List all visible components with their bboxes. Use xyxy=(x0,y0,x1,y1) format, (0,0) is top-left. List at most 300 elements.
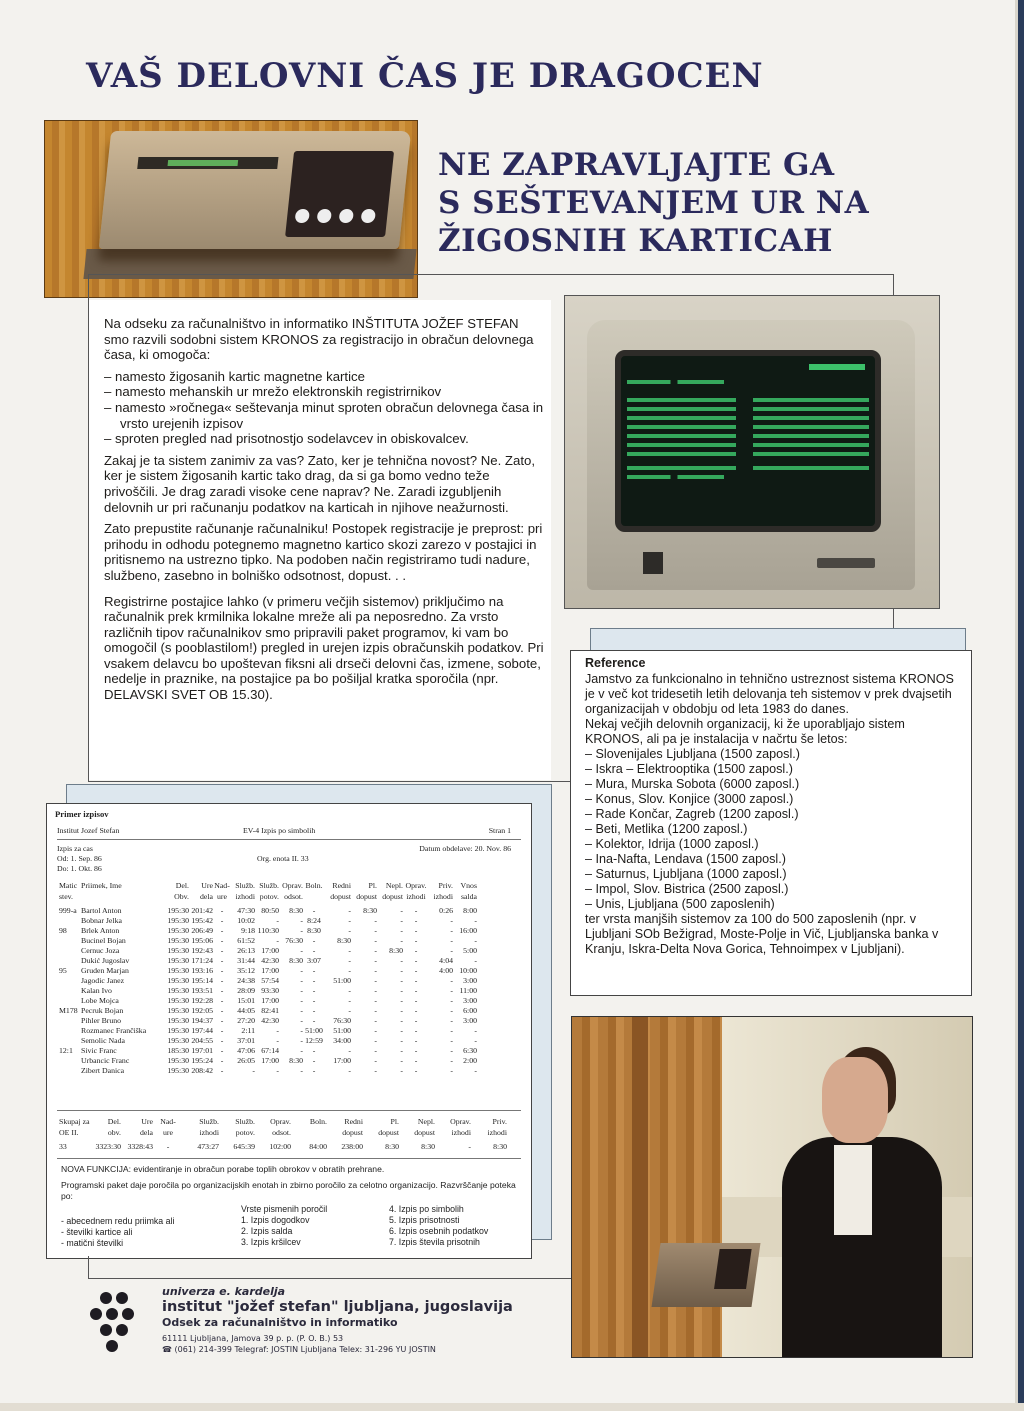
table-cell: Bobnar Jelka xyxy=(81,916,122,925)
monitor-logo xyxy=(817,558,875,568)
table-cell: - xyxy=(474,1036,477,1045)
table-cell: - xyxy=(450,1046,453,1055)
table-cell: - xyxy=(400,926,403,935)
table-cell: M178 xyxy=(59,1006,78,1015)
sample-from: Od: 1. Sep. 86 xyxy=(57,854,102,863)
table-cell: 185:30 xyxy=(167,1046,189,1055)
reference-item: – Rade Končar, Zagreb (1200 zaposl.) xyxy=(585,807,799,821)
table-cell: - xyxy=(220,1046,224,1055)
table-cell xyxy=(59,1056,81,1066)
table-cell: 3:07 xyxy=(307,956,321,965)
table-cell: - xyxy=(312,1016,316,1025)
table-cell: - xyxy=(220,1066,224,1075)
table-cell: 195:30 xyxy=(167,1056,189,1065)
table-cell xyxy=(59,916,81,926)
table-cell: - xyxy=(414,966,418,975)
table-cell: 12:59 xyxy=(305,1036,323,1045)
table-cell: 8:30 xyxy=(289,906,303,915)
table-cell: 192:43 xyxy=(191,946,213,955)
table-cell: - xyxy=(400,936,403,945)
table-cell: 47:30 xyxy=(237,906,255,915)
monitor-photo xyxy=(564,295,940,609)
table-cell: 9:18 xyxy=(241,926,255,935)
page-bottom-edge xyxy=(0,1403,1024,1411)
table-cell: 8:30 xyxy=(289,1056,303,1065)
table-cell: - xyxy=(276,1066,279,1075)
table-cell: 6:00 xyxy=(463,1006,477,1015)
table-cell: 34:00 xyxy=(333,1036,351,1045)
sample-totals-header: Skupaj za OE II. Del. obv. Ure dela Nad- ure Služb. izhodi Služb. potov. Oprav. odsot. Boln. Redni dopust Pl. dopust Nepl. dopust Oprav. izhodi Priv. izhodi xyxy=(59,1117,507,1137)
table-cell: 6:30 xyxy=(463,1046,477,1055)
table-cell: - xyxy=(312,1006,316,1015)
table-cell: - xyxy=(374,966,377,975)
table-cell: 197:44 xyxy=(191,1026,213,1035)
sample-totals xyxy=(59,1116,507,1152)
table-cell: 195:24 xyxy=(191,1056,213,1065)
reference-item: – Beti, Metlika (1200 zaposl.) xyxy=(585,822,748,836)
table-cell: - xyxy=(220,946,224,955)
table-cell: 195:30 xyxy=(167,966,189,975)
table-row xyxy=(59,1046,477,1056)
table-cell: - xyxy=(400,906,403,915)
table-cell: - xyxy=(450,1006,453,1015)
sample-sort-list: - abecednem redu priimka ali - številki kartice ali - matični številki xyxy=(61,1216,175,1248)
table-cell: - xyxy=(220,996,224,1005)
table-cell: - xyxy=(474,1066,477,1075)
table-cell: 17:00 xyxy=(261,1056,279,1065)
table-cell: 195:42 xyxy=(191,916,213,925)
table-cell: 8:00 xyxy=(463,906,477,915)
table-cell: Gruden Marjan xyxy=(81,966,129,975)
feature-item: – namesto »ročnega« seštevanja minut sproten obračun delovnega časa in vrsto urejenih izpisov xyxy=(104,399,544,431)
table-cell: - xyxy=(400,1046,403,1055)
table-cell: - xyxy=(300,916,303,925)
table-cell xyxy=(59,946,81,956)
table-cell: - xyxy=(374,1016,377,1025)
table-cell: - xyxy=(400,1016,403,1025)
table-cell: - xyxy=(300,1026,303,1035)
footer-institute: institut "jožef stefan" ljubljana, jugoslavija xyxy=(162,1299,513,1315)
table-cell: 26:13 xyxy=(237,946,255,955)
table-row xyxy=(59,906,477,916)
table-cell: 195:30 xyxy=(167,1026,189,1035)
table-cell: 999-a xyxy=(59,906,77,915)
subheadline-line-2: S SEŠTEVANJEM UR NA xyxy=(438,185,870,221)
table-cell: - xyxy=(300,1036,303,1045)
footer-contact: ☎ (061) 214-399 Telegraf: JOSTIN Ljubljana Telex: 31-296 YU JOSTIN xyxy=(162,1345,436,1354)
table-cell: - xyxy=(348,996,351,1005)
table-cell: 24:38 xyxy=(237,976,255,985)
table-cell: 193:51 xyxy=(191,986,213,995)
table-cell: - xyxy=(400,1026,403,1035)
reference-intro: Jamstvo za funkcionalno in tehnično ustreznost sistema KRONOS je v več kot tridesetih letih delovanja teh sistemov v prek dvajsetih organizacijah v obdobju od leta 1983 do danes. xyxy=(585,672,954,716)
table-cell: - xyxy=(300,1006,303,1015)
table-cell: - xyxy=(348,1046,351,1055)
table-cell: - xyxy=(450,1056,453,1065)
sample-divider xyxy=(57,1110,521,1111)
table-cell: 8:30 xyxy=(289,956,303,965)
table-row xyxy=(59,946,477,956)
table-cell: - xyxy=(300,1066,303,1075)
table-cell: 3:00 xyxy=(463,976,477,985)
monitor-screen xyxy=(615,350,881,532)
reference-item: – Impol, Slov. Bistrica (2500 zaposl.) xyxy=(585,882,789,896)
table-cell: Sivic Franc xyxy=(81,1046,117,1055)
table-row xyxy=(59,936,477,946)
table-cell: - xyxy=(450,936,453,945)
table-cell: 93:30 xyxy=(261,986,279,995)
table-cell: - xyxy=(312,976,316,985)
table-cell: 195:30 xyxy=(167,906,189,915)
table-cell: 4:04 xyxy=(439,956,453,965)
table-cell: 195:30 xyxy=(167,946,189,955)
table-cell xyxy=(59,1016,81,1026)
subheadline xyxy=(438,146,878,260)
reference-intro-2: Nekaj večjih delovnih organizacij, ki že uporabljajo sistem KRONOS, ali pa je instalacija v načrtu še letos: xyxy=(585,717,905,746)
table-cell: - xyxy=(374,1056,377,1065)
table-cell: 27:20 xyxy=(237,1016,255,1025)
woman-at-terminal-photo xyxy=(571,1016,973,1358)
table-cell: 195:30 xyxy=(167,926,189,935)
footer-department: Odsek za računalništvo in informatiko xyxy=(162,1316,398,1329)
table-cell: Rozmanec Frančiška xyxy=(81,1026,147,1035)
table-cell: - xyxy=(450,1036,453,1045)
table-cell: 195:30 xyxy=(167,1066,189,1075)
table-cell: - xyxy=(414,1056,418,1065)
sample-report-name: EV-4 Izpis po simbolih xyxy=(243,826,316,835)
table-cell: - xyxy=(276,936,279,945)
page-headline: VAŠ DELOVNI ČAS JE DRAGOCEN xyxy=(86,56,764,96)
table-cell xyxy=(59,1066,81,1076)
sample-divider xyxy=(57,1158,521,1159)
sample-report-types-a: Vrste pismenih poročil 1. Izpis dogodkov 2. Izpis salda 3. Izpis kršilcev xyxy=(241,1204,328,1247)
monitor-case xyxy=(587,320,915,590)
table-row xyxy=(59,996,477,1006)
table-cell: 206:49 xyxy=(191,926,213,935)
feature-item: – sproten pregled nad prisotnostjo sodelavcev in obiskovalcev. xyxy=(104,431,469,447)
reference-list xyxy=(585,747,957,912)
table-cell: 208:42 xyxy=(191,1066,213,1075)
table-cell: - xyxy=(220,906,224,915)
table-cell: 76:30 xyxy=(285,936,303,945)
reference-item: – Kolektor, Idrija (1000 zaposl.) xyxy=(585,837,759,851)
table-cell: 2:11 xyxy=(241,1026,255,1035)
table-cell: - xyxy=(414,1026,418,1035)
network-paragraph: Registrirne postajice lahko (v primeru večjih sistemov) priključimo na računalnik prek krmilnika lokalne mreže ali pa neposredno. Za vrsto različnih tipov računalnikov smo pripravili paket programov, ki vam bo omogočil (s pooblastilom!) pregled in urejen izpis obračunskih podatkov. Pri vsakem delavcu bo upoštevan fiksni ali drseči delovni čas, izmene, sobote, nedelje in praznike, na postajice pa bo pošiljal kratka sporočila (npr. DELAVSKI SVET OB 15.30). xyxy=(104,593,544,703)
table-cell: Bucinel Bojan xyxy=(81,936,126,945)
table-cell: - xyxy=(300,986,303,995)
table-cell: 3:00 xyxy=(463,1016,477,1025)
table-cell: Brlek Anton xyxy=(81,926,120,935)
clock-button-panel xyxy=(285,151,394,237)
table-cell: 17:00 xyxy=(261,996,279,1005)
table-cell: - xyxy=(474,956,477,965)
sample-divider xyxy=(57,839,521,840)
table-cell: - xyxy=(374,986,377,995)
table-cell: - xyxy=(276,1036,279,1045)
table-cell: 26:05 xyxy=(237,1056,255,1065)
table-cell: 47:06 xyxy=(237,1046,255,1055)
table-cell: - xyxy=(374,926,377,935)
table-cell: - xyxy=(220,1006,224,1015)
table-cell: 95 xyxy=(59,966,67,975)
table-cell: 16:00 xyxy=(459,926,477,935)
table-row xyxy=(59,1066,477,1076)
table-cell: 8:30 xyxy=(337,936,351,945)
clock-display xyxy=(137,157,278,169)
table-cell: - xyxy=(474,916,477,925)
table-cell: 195:30 xyxy=(167,1006,189,1015)
sample-to: Do: 1. Okt. 86 xyxy=(57,864,102,873)
table-cell: - xyxy=(414,926,418,935)
table-cell: Bartol Anton xyxy=(81,906,122,915)
woman-head xyxy=(822,1057,888,1143)
table-cell: - xyxy=(300,946,303,955)
table-cell: - xyxy=(220,986,224,995)
table-cell xyxy=(59,986,81,996)
table-cell: - xyxy=(374,956,377,965)
sample-period-label: Izpis za cas xyxy=(57,844,93,853)
table-cell: 61:52 xyxy=(237,936,255,945)
table-cell: Pecruk Bojan xyxy=(81,1006,124,1015)
table-cell: - xyxy=(348,986,351,995)
table-cell: - xyxy=(348,1066,351,1075)
table-cell: - xyxy=(400,1006,403,1015)
table-cell: - xyxy=(400,986,403,995)
table-cell: - xyxy=(450,976,453,985)
table-cell: Kalan Ivo xyxy=(81,986,112,995)
table-cell: - xyxy=(220,916,224,925)
table-cell: - xyxy=(414,986,418,995)
clock-device xyxy=(99,131,411,249)
table-cell: - xyxy=(312,936,316,945)
table-cell: 195:30 xyxy=(167,916,189,925)
sample-institute: Institut Jozef Stefan xyxy=(57,826,120,835)
table-cell: 82:41 xyxy=(261,1006,279,1015)
feature-list xyxy=(104,369,544,447)
table-cell: 204:55 xyxy=(191,1036,213,1045)
table-cell: - xyxy=(450,1026,453,1035)
footer-university: univerza e. kardelja xyxy=(162,1285,286,1298)
procedure-paragraph: Zato prepustite računanje računalniku! Postopek registracije je preprost: pri prihodu in odhodu potegnemo magnetno kartico skozi zarezo v postajici in pritisnemo na ustrezno tipko. Na podoben način registriramo tudi nadure, službeno, zasebno in bolniško odsotnost, dopust. . . xyxy=(104,521,543,583)
table-cell: 195:06 xyxy=(191,936,213,945)
table-cell: - xyxy=(220,956,224,965)
footer-address: 61111 Ljubljana, Jamova 39 p. p. (P. O. B.) 53 xyxy=(162,1334,344,1343)
table-cell: 3:00 xyxy=(463,996,477,1005)
table-cell: - xyxy=(450,986,453,995)
table-cell: 12:1 xyxy=(59,1046,73,1055)
table-cell: 98 xyxy=(59,926,67,935)
reference-item: – Saturnus, Ljubljana (1000 zaposl.) xyxy=(585,867,787,881)
sample-processed-date: Datum obdelave: 20. Nov. 86 xyxy=(419,844,511,853)
table-cell: - xyxy=(348,906,351,915)
table-cell: 76:30 xyxy=(333,1016,351,1025)
table-cell: 51:00 xyxy=(333,976,351,985)
table-cell: - xyxy=(414,1006,418,1015)
table-cell: 2:00 xyxy=(463,1056,477,1065)
table-cell: 11:00 xyxy=(459,986,477,995)
table-cell: - xyxy=(348,1006,351,1015)
institute-logo xyxy=(90,1290,150,1352)
why-paragraph: Zakaj je ta sistem zanimiv za vas? Zato, ker je tehnična novost? Ne. Zato, ker je sistem žigosanih kartic tako drag, da si ga bomo vedno teže privoščili. Je drag zaradi visoke cene naprav? Ne. Zaradi izgubljenih delovnih ur pri računanju podatkov na karticah in njihove neažurnosti. xyxy=(104,452,535,515)
table-cell: 51:00 xyxy=(333,1026,351,1035)
table-cell: Pihler Bruno xyxy=(81,1016,122,1025)
table-cell: - xyxy=(312,986,316,995)
sample-table-header: Matic stev. Priimek, Ime Del. Obv. Ure dela Nad- ure Služb. izhodi Služb. potov. Oprav. odsot. Boln. Redni dopust Pl. dopust Nepl. dopust Oprav. izhodi Priv. izhodi Vnos salda xyxy=(59,881,477,901)
table-cell: - xyxy=(400,916,403,925)
table-cell: 42:30 xyxy=(261,956,279,965)
table-cell: - xyxy=(374,976,377,985)
intro-paragraph: Na odseku za računalništvo in informatiko INŠTITUTA JOŽEF STEFAN smo razvili sodobni sistem KRONOS za registracijo in obračun delovnega časa, ki omogoča: xyxy=(104,316,534,363)
table-cell: Urbancic Franc xyxy=(81,1056,130,1065)
table-cell: 8:30 xyxy=(389,946,403,955)
table-cell: 195:30 xyxy=(167,996,189,1005)
table-cell: Jagodic Janez xyxy=(81,976,125,985)
reference-title: Reference xyxy=(585,656,646,670)
feature-item: – namesto mehanskih ur mrežo elektronskih registrirnikov xyxy=(104,384,442,400)
table-cell: 201:42 xyxy=(191,906,213,915)
table-cell: - xyxy=(450,1016,453,1025)
sample-table xyxy=(59,880,477,1076)
time-clock-photo xyxy=(44,120,418,298)
table-row xyxy=(59,966,477,976)
reference-item: – Konus, Slov. Konjice (3000 zaposl.) xyxy=(585,792,794,806)
table-cell: - xyxy=(414,1036,418,1045)
table-cell: - xyxy=(374,1036,377,1045)
table-cell: 37:01 xyxy=(237,1036,255,1045)
table-cell: - xyxy=(312,1046,316,1055)
table-cell: 193:16 xyxy=(191,966,213,975)
table-cell: - xyxy=(220,936,224,945)
table-cell: - xyxy=(400,996,403,1005)
table-cell: 8:24 xyxy=(307,916,321,925)
table-cell: - xyxy=(414,936,418,945)
table-cell: - xyxy=(300,976,303,985)
table-cell: - xyxy=(312,1056,316,1065)
table-cell: - xyxy=(414,946,418,955)
table-cell: - xyxy=(348,946,351,955)
table-cell: - xyxy=(220,1016,224,1025)
table-cell: - xyxy=(374,1006,377,1015)
table-cell: Dukić Jugoslav xyxy=(81,956,130,965)
reference-item: – Mura, Murska Sobota (6000 zaposl.) xyxy=(585,777,800,791)
table-cell: - xyxy=(400,966,403,975)
subheadline-line-1: NE ZAPRAVLJAJTE GA xyxy=(438,147,835,183)
page-edge xyxy=(1018,0,1024,1411)
table-cell: 4:00 xyxy=(439,966,453,975)
bottom-frame xyxy=(88,1256,574,1279)
table-cell: - xyxy=(450,1066,453,1075)
table-cell: 31:44 xyxy=(237,956,255,965)
table-cell: - xyxy=(400,1036,403,1045)
table-cell: - xyxy=(400,956,403,965)
table-cell: - xyxy=(400,1066,403,1075)
table-cell: Lobe Mojca xyxy=(81,996,119,1005)
table-cell: - xyxy=(276,1026,279,1035)
table-cell: 80:50 xyxy=(261,906,279,915)
table-cell: - xyxy=(450,916,453,925)
table-cell: 42:30 xyxy=(261,1016,279,1025)
table-row xyxy=(59,956,477,966)
table-cell: - xyxy=(220,1026,224,1035)
subheadline-line-3: ŽIGOSNIH KARTICAH xyxy=(438,223,833,259)
table-cell: - xyxy=(374,916,377,925)
table-cell: 51:00 xyxy=(305,1026,323,1035)
table-cell: - xyxy=(450,996,453,1005)
table-cell: 195:14 xyxy=(191,976,213,985)
table-cell: - xyxy=(300,926,303,935)
table-cell: - xyxy=(374,946,377,955)
table-cell: 17:00 xyxy=(261,946,279,955)
table-cell: - xyxy=(414,916,418,925)
table-cell: - xyxy=(220,966,224,975)
table-row xyxy=(59,1016,477,1026)
table-cell: 171:24 xyxy=(191,956,213,965)
sample-program-text: Programski paket daje poročila po organizacijskih enotah in zbirno poročilo za celotno organizacijo. Razvrščanje poteka po: xyxy=(61,1180,516,1201)
table-cell: 35:12 xyxy=(237,966,255,975)
table-cell: - xyxy=(400,976,403,985)
table-cell: 194:37 xyxy=(191,1016,213,1025)
table-cell: Semolic Nada xyxy=(81,1036,125,1045)
reference-item: – Slovenijales Ljubljana (1500 zaposl.) xyxy=(585,747,800,761)
table-cell: Cernuc Joza xyxy=(81,946,120,955)
table-cell: - xyxy=(414,1066,418,1075)
table-cell: - xyxy=(414,1016,418,1025)
sample-report-types-b: 4. Izpis po simbolih 5. Izpis prisotnosti 6. Izpis osebnih podatkov 7. Izpis števila prisotnih xyxy=(389,1204,489,1247)
table-cell: - xyxy=(300,1016,303,1025)
table-row xyxy=(59,1056,477,1066)
table-row xyxy=(59,926,477,936)
table-cell xyxy=(59,956,81,966)
table-cell: - xyxy=(300,996,303,1005)
table-cell: 197:01 xyxy=(191,1046,213,1055)
sample-new-function: NOVA FUNKCIJA: evidentiranje in obračun porabe toplih obrokov v obratih prehrane. xyxy=(61,1164,385,1174)
table-cell: 195:30 xyxy=(167,956,189,965)
table-cell: - xyxy=(220,926,224,935)
table-cell: - xyxy=(450,946,453,955)
table-row xyxy=(59,916,477,926)
table-cell: - xyxy=(474,936,477,945)
table-cell: - xyxy=(312,946,316,955)
table-cell: 5:00 xyxy=(463,946,477,955)
table-cell: - xyxy=(312,906,316,915)
table-cell: - xyxy=(374,1026,377,1035)
table-cell: - xyxy=(312,1066,316,1075)
table-cell: 15:01 xyxy=(237,996,255,1005)
table-cell: 195:30 xyxy=(167,976,189,985)
reference-item: – Unis, Ljubljana (500 zaposlenih) xyxy=(585,897,775,911)
table-cell: - xyxy=(400,1056,403,1065)
table-cell: - xyxy=(374,1066,377,1075)
table-cell: 192:05 xyxy=(191,1006,213,1015)
table-cell xyxy=(59,996,81,1006)
table-cell: - xyxy=(474,1026,477,1035)
sample-printout xyxy=(46,803,532,1259)
table-cell: - xyxy=(348,966,351,975)
table-cell: 10:02 xyxy=(237,916,255,925)
sample-title: Primer izpisov xyxy=(55,809,109,819)
table-row xyxy=(59,976,477,986)
table-cell: Zibert Danica xyxy=(81,1066,125,1075)
table-cell: - xyxy=(300,966,303,975)
table-cell: 57:54 xyxy=(261,976,279,985)
table-cell: 195:30 xyxy=(167,986,189,995)
sample-table-body xyxy=(59,906,477,1076)
table-cell: - xyxy=(374,936,377,945)
table-cell: - xyxy=(414,1046,418,1055)
table-cell: - xyxy=(276,916,279,925)
table-cell: - xyxy=(312,996,316,1005)
